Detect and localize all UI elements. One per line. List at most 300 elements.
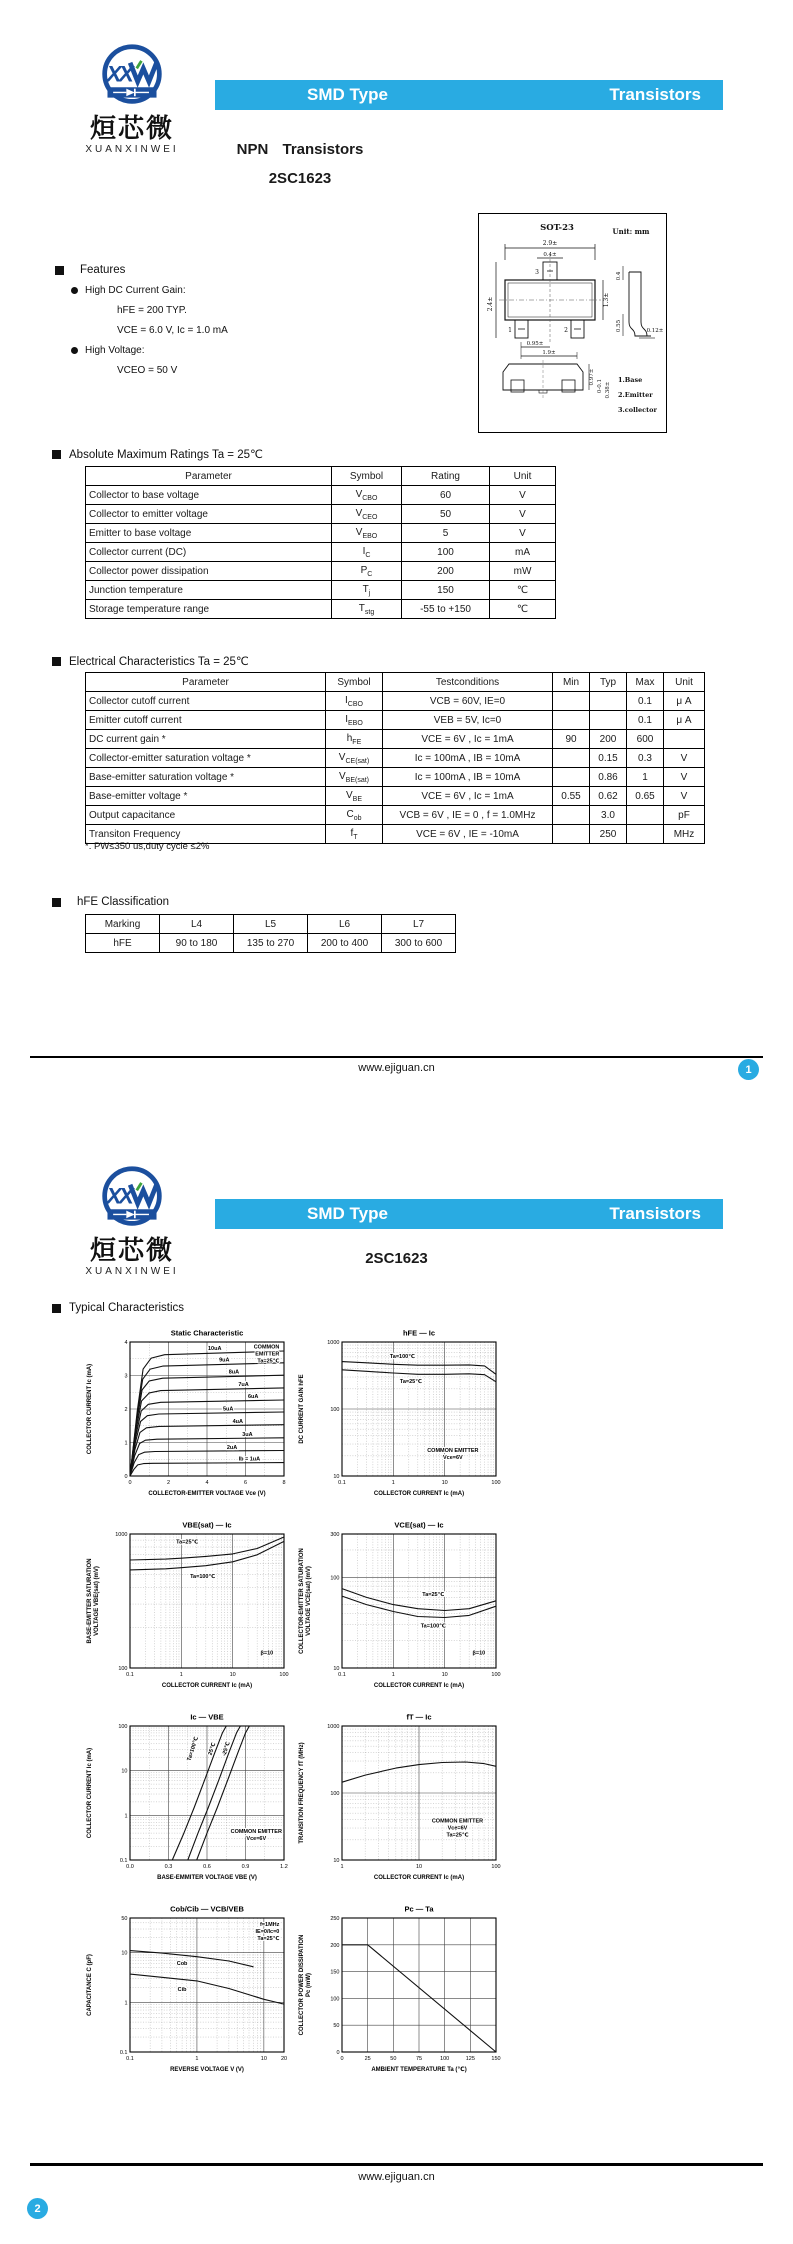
svg-text:0.1: 0.1 (126, 1672, 134, 1678)
table-cell: 50 (402, 505, 490, 524)
table-cell: 0.1 (627, 692, 664, 711)
svg-text:1: 1 (124, 1813, 128, 1820)
footer-rule (30, 1056, 763, 1058)
svg-text:100: 100 (330, 1575, 340, 1582)
table-cell: $I_{EBO}$ (326, 711, 383, 730)
svg-text:1: 1 (124, 1440, 128, 1447)
table-row (86, 692, 705, 711)
svg-text:hFE — Ic: hFE — Ic (402, 1328, 436, 1338)
table-cell: hFE (86, 934, 160, 953)
table-cell: 0.3 (627, 749, 664, 768)
table-cell: μ A (664, 692, 705, 711)
table-cell: VCB = 60V, IE=0 (383, 692, 553, 711)
table-cell: $V_{CEO}$ (332, 505, 402, 524)
device-type-title: NPN Transistors (236, 141, 364, 158)
table-cell: MHz (664, 825, 705, 844)
svg-text:0.1: 0.1 (338, 1480, 346, 1486)
table-header-cell: Rating (402, 467, 490, 486)
feature-item (55, 345, 335, 376)
svg-text:Ta=100℃: Ta=100℃ (389, 1353, 415, 1360)
chart-pc-vs-ta (296, 1902, 508, 2094)
table-header-cell: Testconditions (383, 673, 553, 692)
svg-text:0.1: 0.1 (119, 2050, 128, 2056)
dim-lead-thickness: 0.4 (616, 271, 622, 281)
svg-text:Ta=25℃: Ta=25℃ (257, 1358, 280, 1365)
table-cell: $P_C$ (332, 562, 402, 581)
svg-text:100: 100 (491, 1480, 501, 1486)
svg-text:10: 10 (333, 1474, 340, 1480)
table-cell: Storage temperature range (86, 600, 332, 619)
table-cell (590, 711, 627, 730)
svg-text:Vce=6V: Vce=6V (443, 1454, 463, 1461)
table-cell: ℃ (490, 581, 556, 600)
table-cell: $I_C$ (332, 543, 402, 562)
table-header-cell: L5 (234, 915, 308, 934)
table-cell: 135 to 270 (234, 934, 308, 953)
table-header-cell: Parameter (86, 467, 332, 486)
table-cell: $V_{CBO}$ (332, 486, 402, 505)
table-cell (627, 825, 664, 844)
feature-detail: VCEO = 50 V (117, 365, 178, 376)
svg-text:4uA: 4uA (232, 1419, 243, 1426)
table-row (86, 562, 556, 581)
feature-detail: VCE = 6.0 V, Ic = 1.0 mA (117, 325, 228, 336)
table-row (86, 711, 705, 730)
feature-label: High Voltage: (85, 345, 145, 356)
svg-text:2: 2 (166, 1480, 171, 1486)
table-cell: 5 (402, 524, 490, 543)
table-header-row (86, 915, 456, 934)
table-header-cell: Unit (664, 673, 705, 692)
table-row (86, 730, 705, 749)
svg-text:100: 100 (330, 1996, 340, 2003)
svg-text:COLLECTOR-EMITTER SATURATION: COLLECTOR-EMITTER SATURATION (299, 1548, 305, 1654)
dim-pin-width: 0.4± (543, 252, 557, 258)
table-cell (553, 825, 590, 844)
table-cell: VCE = 6V , IE = -10mA (383, 825, 553, 844)
section-square-icon (52, 450, 61, 459)
svg-text:β=10: β=10 (472, 1650, 486, 1657)
typ-char-heading-row (52, 1302, 184, 1314)
table-cell: VEB = 5V, Ic=0 (383, 711, 553, 730)
abs-max-table (85, 466, 556, 619)
chart-static-characteristic (84, 1326, 296, 1518)
svg-text:1: 1 (124, 2000, 128, 2007)
svg-text:COLLECTOR-EMITTER VOLTAGE Vce: COLLECTOR-EMITTER VOLTAGE Vce (V) (148, 1491, 266, 1497)
page-2 (0, 1122, 793, 2244)
table-cell: 0.65 (627, 787, 664, 806)
table-cell: 90 (553, 730, 590, 749)
svg-text:5uA: 5uA (222, 1406, 234, 1413)
elec-footnote: *. PW≤350 us,duty cycle ≤2% (85, 841, 210, 852)
elec-table (85, 672, 705, 844)
svg-text:75: 75 (415, 2056, 423, 2062)
table-cell: 250 (590, 825, 627, 844)
svg-text:Ta=25℃: Ta=25℃ (422, 1592, 445, 1599)
svg-text:Ic — VBE: Ic — VBE (190, 1712, 224, 1722)
features-heading: Features (80, 264, 126, 276)
footer-rule (30, 2163, 763, 2166)
dim-body-height: 1.3± (603, 292, 610, 308)
feature-detail: hFE = 200 TYP. (117, 305, 187, 316)
table-cell (590, 692, 627, 711)
svg-text:250: 250 (330, 1916, 340, 1922)
dim-half-pitch: 0.95± (526, 341, 544, 347)
dim-body-depth: 2.4± (487, 296, 494, 312)
table-header-cell: Parameter (86, 673, 326, 692)
svg-text:fT — Ic: fT — Ic (406, 1712, 432, 1722)
svg-text:XX: XX (106, 1183, 132, 1209)
table-cell: Emitter to base voltage (86, 524, 332, 543)
table-cell: $f_T$ (326, 825, 383, 844)
table-cell: $V_{EBO}$ (332, 524, 402, 543)
svg-text:4: 4 (124, 1340, 128, 1346)
feature-label: High DC Current Gain: (85, 285, 186, 296)
table-row (86, 787, 705, 806)
svg-text:1: 1 (391, 1672, 395, 1678)
table-header-cell: L4 (160, 915, 234, 934)
svg-text:REVERSE VOLTAGE V (V): REVERSE VOLTAGE V (V) (170, 2067, 244, 2073)
table-cell: 300 to 600 (382, 934, 456, 953)
brand-chinese-name: 烜芯微 (89, 1235, 174, 1265)
table-header-cell: Symbol (332, 467, 402, 486)
svg-text:TRANSITION FREQUENCY fT (MHz: TRANSITION FREQUENCY fT (MHz) (299, 1742, 305, 1844)
svg-text:COLLECTOR CURRENT Ic (mA): COLLECTOR CURRENT Ic (mA) (87, 1747, 93, 1839)
svg-text:Pc (mW): Pc (mW) (306, 1973, 312, 1997)
svg-text:Pc — Ta: Pc — Ta (404, 1904, 434, 1914)
typical-characteristics-charts (84, 1326, 508, 2094)
svg-text:Ta=100℃: Ta=100℃ (420, 1623, 446, 1630)
table-cell: $h_{FE}$ (326, 730, 383, 749)
svg-text:100: 100 (330, 1407, 340, 1413)
svg-text:0: 0 (340, 2056, 344, 2062)
bullet-dot-icon (71, 287, 78, 294)
svg-text:8uA: 8uA (228, 1369, 240, 1376)
package-drawing (479, 214, 666, 432)
svg-text:0.1: 0.1 (338, 1672, 346, 1678)
table-cell: 100 (402, 543, 490, 562)
table-cell: Collector to base voltage (86, 486, 332, 505)
table-row (86, 806, 705, 825)
table-cell: Collector current (DC) (86, 543, 332, 562)
table-cell (627, 806, 664, 825)
svg-text:0.1: 0.1 (119, 1858, 128, 1864)
svg-text:3: 3 (124, 1373, 128, 1380)
table-cell: Ic = 100mA , IB = 10mA (383, 768, 553, 787)
table-cell: 90 to 180 (160, 934, 234, 953)
table-cell: 0.62 (590, 787, 627, 806)
svg-text:COLLECTOR CURRENT Ic (mA): COLLECTOR CURRENT Ic (mA) (373, 1491, 465, 1497)
svg-text:0.3: 0.3 (164, 1864, 173, 1870)
svg-text:25℃: 25℃ (207, 1742, 218, 1757)
table-cell: $T_j$ (332, 581, 402, 600)
part-number-title: 2SC1623 (365, 1250, 428, 1267)
table-cell: 200 (590, 730, 627, 749)
table-cell: $V_{BE(sat)}$ (326, 768, 383, 787)
svg-text:Ta=25℃: Ta=25℃ (176, 1539, 199, 1546)
chart-cob-cib-vs-v (84, 1902, 296, 2094)
dim-standoff: 0.55 (616, 319, 622, 333)
table-cell (553, 768, 590, 787)
table-header-cell: Max (627, 673, 664, 692)
svg-text:10: 10 (333, 1858, 340, 1864)
svg-text:β=10: β=10 (260, 1650, 274, 1657)
table-cell: V (490, 524, 556, 543)
header-left-label: SMD Type (307, 1204, 388, 1223)
elec-heading-row (52, 654, 249, 668)
svg-text:10: 10 (441, 1480, 448, 1486)
table-header-cell: Unit (490, 467, 556, 486)
table-row (86, 600, 556, 619)
table-row (86, 524, 556, 543)
table-cell: Ic = 100mA , IB = 10mA (383, 749, 553, 768)
svg-text:COLLECTOR POWER DISSIPATION: COLLECTOR POWER DISSIPATION (299, 1934, 305, 2036)
table-cell: Collector-emitter saturation voltage * (86, 749, 326, 768)
section-square-icon (52, 1304, 61, 1313)
elec-heading: Electrical Characteristics Ta = 25℃ (69, 656, 249, 668)
svg-text:Ta=25℃: Ta=25℃ (399, 1378, 422, 1385)
svg-text:COLLECTOR CURRENT Ic (mA): COLLECTOR CURRENT Ic (mA) (373, 1875, 465, 1881)
svg-text:100: 100 (491, 1672, 501, 1678)
svg-text:100: 100 (118, 1666, 128, 1672)
svg-text:EMITTER: EMITTER (255, 1351, 280, 1358)
table-cell: $V_{CE(sat)}$ (326, 749, 383, 768)
svg-text:0.0: 0.0 (126, 1864, 134, 1870)
svg-text:1000: 1000 (327, 1724, 340, 1730)
svg-text:150: 150 (330, 1969, 340, 1976)
svg-text:COMMON EMITTER: COMMON EMITTER (427, 1447, 479, 1454)
svg-text:1: 1 (195, 2056, 199, 2062)
svg-text:0: 0 (128, 1480, 132, 1486)
table-cell: 150 (402, 581, 490, 600)
svg-text:100: 100 (279, 1672, 289, 1678)
table-header-row (86, 467, 556, 486)
svg-text:1: 1 (391, 1480, 395, 1486)
svg-text:100: 100 (491, 1864, 501, 1870)
table-header-cell: Symbol (326, 673, 383, 692)
table-header-cell: Marking (86, 915, 160, 934)
svg-text:100: 100 (118, 1724, 128, 1730)
table-cell: 200 (402, 562, 490, 581)
dim-standoff-range: 0-0.1 (597, 378, 603, 394)
brand-block (66, 42, 198, 155)
table-row (86, 768, 705, 787)
part-number-title: 2SC1623 (268, 170, 332, 187)
svg-text:150: 150 (491, 2056, 501, 2062)
table-row (86, 486, 556, 505)
svg-text:7uA: 7uA (238, 1382, 249, 1389)
dim-foot-thickness: 0.12± (646, 328, 664, 334)
svg-text:Cob: Cob (176, 1961, 188, 1968)
svg-text:0: 0 (124, 1474, 128, 1480)
svg-text:10: 10 (229, 1672, 236, 1678)
svg-text:0.6: 0.6 (203, 1864, 211, 1870)
table-header-row (86, 673, 705, 692)
table-header-cell: L7 (382, 915, 456, 934)
package-unit: Unit: mm (612, 227, 650, 236)
svg-text:125: 125 (465, 2056, 475, 2062)
table-cell: Output capacitance (86, 806, 326, 825)
table-cell: Emitter cutoff current (86, 711, 326, 730)
section-square-icon (52, 657, 61, 666)
header-right-label: Transistors (609, 85, 701, 104)
table-cell: $V_{BE}$ (326, 787, 383, 806)
table-cell: Collector to emitter voltage (86, 505, 332, 524)
section-square-icon (55, 266, 64, 275)
table-cell: Collector power dissipation (86, 562, 332, 581)
brand-english-name: XUANXINWEI (85, 1266, 179, 1277)
table-row (86, 934, 456, 953)
table-cell: 0.1 (627, 711, 664, 730)
table-cell: 0.15 (590, 749, 627, 768)
brand-english-name: XUANXINWEI (85, 144, 179, 155)
svg-text:10: 10 (415, 1864, 423, 1870)
svg-text:COLLECTOR CURRENT Ic (mA): COLLECTOR CURRENT Ic (mA) (161, 1683, 253, 1689)
svg-text:100: 100 (440, 2056, 450, 2062)
table-cell: Transiton Frequency (86, 825, 326, 844)
table-cell: V (664, 787, 705, 806)
svg-text:Cib: Cib (177, 1986, 187, 1993)
table-cell: μ A (664, 711, 705, 730)
svg-text:50: 50 (333, 2023, 340, 2030)
pin1-number: 1 (508, 327, 512, 334)
svg-text:1000: 1000 (327, 1340, 340, 1346)
features-list (55, 285, 335, 376)
table-cell: 0.55 (553, 787, 590, 806)
pin2-number: 2 (564, 327, 568, 334)
chart-vbe-sat-vs-ic (84, 1518, 296, 1710)
svg-text:Vce=6V: Vce=6V (447, 1825, 468, 1832)
svg-text:-25℃: -25℃ (221, 1741, 232, 1757)
hfe-class-heading: hFE Classification (77, 896, 170, 908)
svg-text:6: 6 (243, 1480, 248, 1486)
table-cell: 3.0 (590, 806, 627, 825)
table-cell: $T_{stg}$ (332, 600, 402, 619)
table-cell: mA (490, 543, 556, 562)
table-cell (553, 749, 590, 768)
chart-hfe-vs-ic (296, 1326, 508, 1518)
svg-text:8: 8 (282, 1480, 286, 1486)
svg-text:9uA: 9uA (219, 1357, 230, 1364)
table-cell: V (664, 749, 705, 768)
svg-text:1: 1 (179, 1672, 183, 1678)
chart-vce-sat-vs-ic (296, 1518, 508, 1710)
svg-text:IE=0/Ic=0: IE=0/Ic=0 (255, 1929, 280, 1936)
features-section (55, 264, 335, 376)
brand-chinese-name: 烜芯微 (89, 113, 174, 143)
table-cell: mW (490, 562, 556, 581)
abs-max-heading-row (52, 447, 263, 461)
svg-text:Ta=100℃: Ta=100℃ (190, 1573, 216, 1580)
header-right-label: Transistors (609, 1204, 701, 1223)
footer-url: www.ejiguan.cn (358, 2171, 435, 2183)
table-cell (664, 730, 705, 749)
svg-text:DC CURRENT GAIN hFE: DC CURRENT GAIN hFE (299, 1374, 305, 1444)
pin3-number: 3 (535, 269, 539, 276)
table-cell: ℃ (490, 600, 556, 619)
table-row (86, 749, 705, 768)
table-cell: pF (664, 806, 705, 825)
svg-text:BASE-EMMITER VOLTAGE VBE (V): BASE-EMMITER VOLTAGE VBE (V) (157, 1875, 257, 1881)
svg-text:1.2: 1.2 (280, 1864, 288, 1870)
package-name: SOT-23 (540, 223, 574, 233)
abs-max-heading: Absolute Maximum Ratings Ta = 25℃ (69, 449, 263, 461)
svg-text:f=1MHz: f=1MHz (259, 1922, 280, 1929)
svg-text:50: 50 (390, 2056, 397, 2062)
table-cell: Junction temperature (86, 581, 332, 600)
svg-text:Ta=25℃: Ta=25℃ (257, 1936, 280, 1943)
hfe-class-heading-row (52, 896, 169, 908)
svg-text:10uA: 10uA (207, 1346, 222, 1353)
svg-text:300: 300 (330, 1532, 340, 1538)
section-square-icon (52, 898, 61, 907)
svg-text:0.9: 0.9 (241, 1864, 250, 1870)
pin-legend-base: 1.Base (618, 376, 643, 384)
svg-text:COMMON EMITTER: COMMON EMITTER (230, 1829, 282, 1836)
svg-text:VCE(sat) — Ic: VCE(sat) — Ic (394, 1520, 444, 1530)
table-cell: VCB = 6V , IE = 0 , f = 1.0MHz (383, 806, 553, 825)
page-number-badge: 2 (27, 2198, 48, 2219)
svg-text:1: 1 (340, 1864, 344, 1870)
svg-text:VOLTAGE VBE(sat) (mV): VOLTAGE VBE(sat) (mV) (94, 1566, 100, 1636)
dim-lead-height: 0.38± (605, 381, 611, 399)
svg-text:50: 50 (121, 1916, 128, 1922)
header-left-label: SMD Type (307, 85, 388, 104)
dim-pitch: 1.9± (542, 350, 556, 356)
svg-text:COMMON EMITTER: COMMON EMITTER (431, 1818, 484, 1825)
footer-url: www.ejiguan.cn (358, 1062, 435, 1074)
svg-text:COMMON: COMMON (253, 1344, 280, 1351)
svg-text:BASE-EMITTER SATURATION: BASE-EMITTER SATURATION (87, 1558, 93, 1644)
svg-text:10: 10 (333, 1666, 340, 1672)
table-cell: VCE = 6V , Ic = 1mA (383, 787, 553, 806)
typ-char-heading: Typical Characteristics (69, 1302, 185, 1314)
table-cell: Base-emitter saturation voltage * (86, 768, 326, 787)
package-outline-box (478, 213, 667, 433)
table-cell: 0.86 (590, 768, 627, 787)
table-cell (553, 711, 590, 730)
svg-text:6uA: 6uA (248, 1393, 259, 1400)
svg-text:AMBIENT TEMPERATURE Ta (℃): AMBIENT TEMPERATURE Ta (℃) (371, 2067, 467, 2073)
table-header-cell: L6 (308, 915, 382, 934)
table-cell: 1 (627, 768, 664, 787)
company-logo-icon (92, 42, 172, 108)
svg-text:VBE(sat) — Ic: VBE(sat) — Ic (182, 1520, 232, 1530)
table-cell (553, 806, 590, 825)
header-bar (215, 1199, 723, 1229)
table-header-cell: Typ (590, 673, 627, 692)
table-cell: VCE = 6V , Ic = 1mA (383, 730, 553, 749)
pin-legend-emitter: 2.Emitter (618, 391, 653, 399)
svg-text:4: 4 (205, 1480, 209, 1486)
svg-text:Static Characteristic: Static Characteristic (170, 1328, 244, 1338)
svg-text:COLLECTOR CURRENT Ic (mA): COLLECTOR CURRENT Ic (mA) (373, 1683, 465, 1689)
svg-text:100: 100 (330, 1791, 340, 1797)
feature-item (55, 285, 335, 336)
svg-text:3uA: 3uA (242, 1432, 253, 1439)
company-logo-icon (92, 1164, 172, 1230)
svg-text:10: 10 (121, 1950, 128, 1957)
table-cell: Base-emitter voltage * (86, 787, 326, 806)
svg-text:10: 10 (260, 2056, 267, 2062)
table-cell: DC current gain * (86, 730, 326, 749)
table-row (86, 505, 556, 524)
table-cell: $I_{CBO}$ (326, 692, 383, 711)
svg-text:1000: 1000 (115, 1532, 128, 1538)
svg-text:XX: XX (106, 61, 132, 87)
table-cell: Collector cutoff current (86, 692, 326, 711)
hfe-class-table (85, 914, 456, 953)
